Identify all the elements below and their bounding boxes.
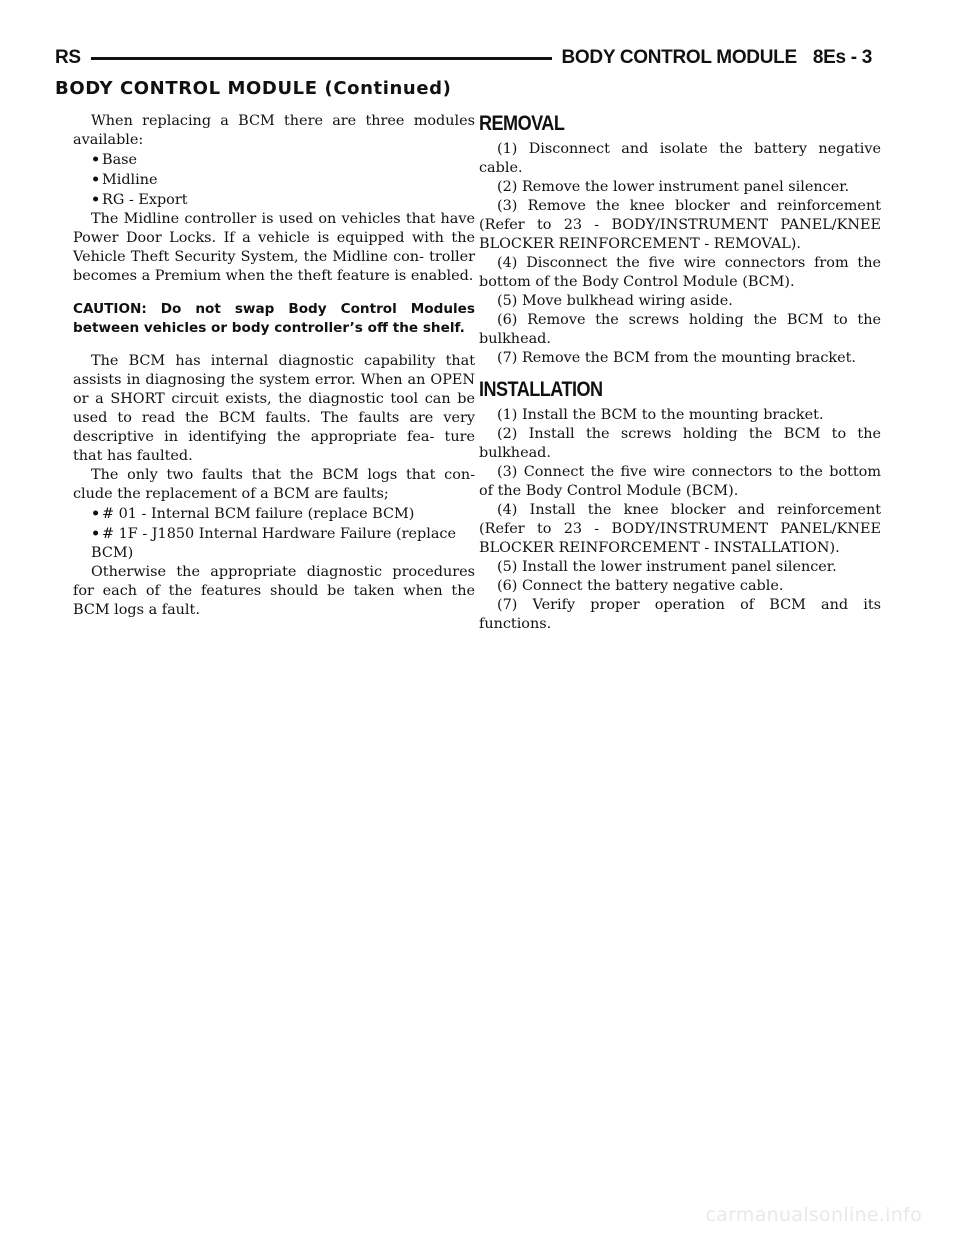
intro-paragraph: When replacing a BCM there are three modules available: [73, 113, 475, 148]
section-title: BODY CONTROL MODULE (Continued) [55, 78, 452, 99]
removal-step: (1) Disconnect and isolate the battery negative cable. [479, 141, 881, 176]
installation-step: (1) Install the BCM to the mounting bracket. [497, 407, 824, 423]
removal-step: (6) Remove the screws holding the BCM to the bulkhead. [479, 312, 881, 347]
installation-step: (7) Verify proper operation of BCM and its functions. [479, 597, 881, 632]
removal-step: (3) Remove the knee blocker and reinforcement (Refer to 23 - BODY/INSTRUMENT PANEL/KNEE BLOCKER REINFORCEMENT - REMOVAL). [479, 198, 881, 252]
installation-step: (5) Install the lower instrument panel silencer. [497, 559, 837, 575]
watermark: carmanualsonline.info [705, 1204, 922, 1226]
module-item-export: • RG - Export [91, 191, 188, 208]
removal-heading: REMOVAL [479, 112, 565, 135]
bullet-icon: • [91, 171, 101, 188]
module-item-midline: • Midline [91, 171, 158, 188]
header-title: BODY CONTROL MODULE [561, 47, 797, 68]
installation-step: (2) Install the screws holding the BCM to the bulkhead. [479, 426, 881, 461]
removal-step: (2) Remove the lower instrument panel silencer. [497, 179, 850, 195]
caution-note: CAUTION: Do not swap Body Control Modules between vehicles or body controller’s off the shelf. [73, 301, 475, 336]
fault-item: • # 1F - J1850 Internal Hardware Failure (replace BCM) [91, 525, 457, 561]
faults-intro-paragraph: The only two faults that the BCM logs that con- clude the replacement of a BCM are faults; [73, 467, 475, 502]
module-item-base: • Base [91, 151, 138, 168]
page-header [55, 44, 872, 72]
removal-step: (7) Remove the BCM from the mounting bracket. [497, 350, 856, 366]
bullet-icon: • [91, 505, 101, 522]
bullet-icon: • [91, 525, 101, 542]
installation-step: (4) Install the knee blocker and reinforcement (Refer to 23 - BODY/INSTRUMENT PANEL/KNEE BLOCKER REINFORCEMENT - INSTALLATION). [479, 502, 881, 556]
right-column [479, 111, 881, 634]
otherwise-paragraph: Otherwise the appropriate diagnostic procedures for each of the features should be taken when the BCM logs a fault. [73, 564, 475, 618]
bullet-icon: • [91, 151, 101, 168]
installation-step: (3) Connect the five wire connectors to the bottom of the Body Control Module (BCM). [479, 464, 881, 499]
diagnostic-paragraph: The BCM has internal diagnostic capability that assists in diagnosing the system error. When an OPEN or a SHORT circuit exists, the diagnostic tool can be used to read the BCM faults. The faults are very descriptive in identifying the appropriate fea- ture that has faulted. [73, 353, 475, 464]
header-model-code: RS [55, 47, 81, 68]
header-rule [91, 57, 552, 60]
left-column [73, 112, 475, 620]
installation-step: (6) Connect the battery negative cable. [497, 578, 784, 594]
module-list [73, 150, 475, 210]
installation-heading: INSTALLATION [479, 378, 603, 401]
header-page-number: 8Es - 3 [812, 47, 872, 68]
removal-step: (4) Disconnect the five wire connectors from the bottom of the Body Control Module (BCM). [479, 255, 881, 290]
fault-list [73, 504, 475, 563]
fault-item: • # 01 - Internal BCM failure (replace BCM) [91, 505, 415, 522]
midline-paragraph: The Midline controller is used on vehicles that have Power Door Locks. If a vehicle is equipped with the Vehicle Theft Security System, the Midline con- troller becomes a Premium when the theft feature is enabled. [73, 211, 475, 284]
removal-step: (5) Move bulkhead wiring aside. [497, 293, 733, 309]
bullet-icon: • [91, 191, 101, 208]
